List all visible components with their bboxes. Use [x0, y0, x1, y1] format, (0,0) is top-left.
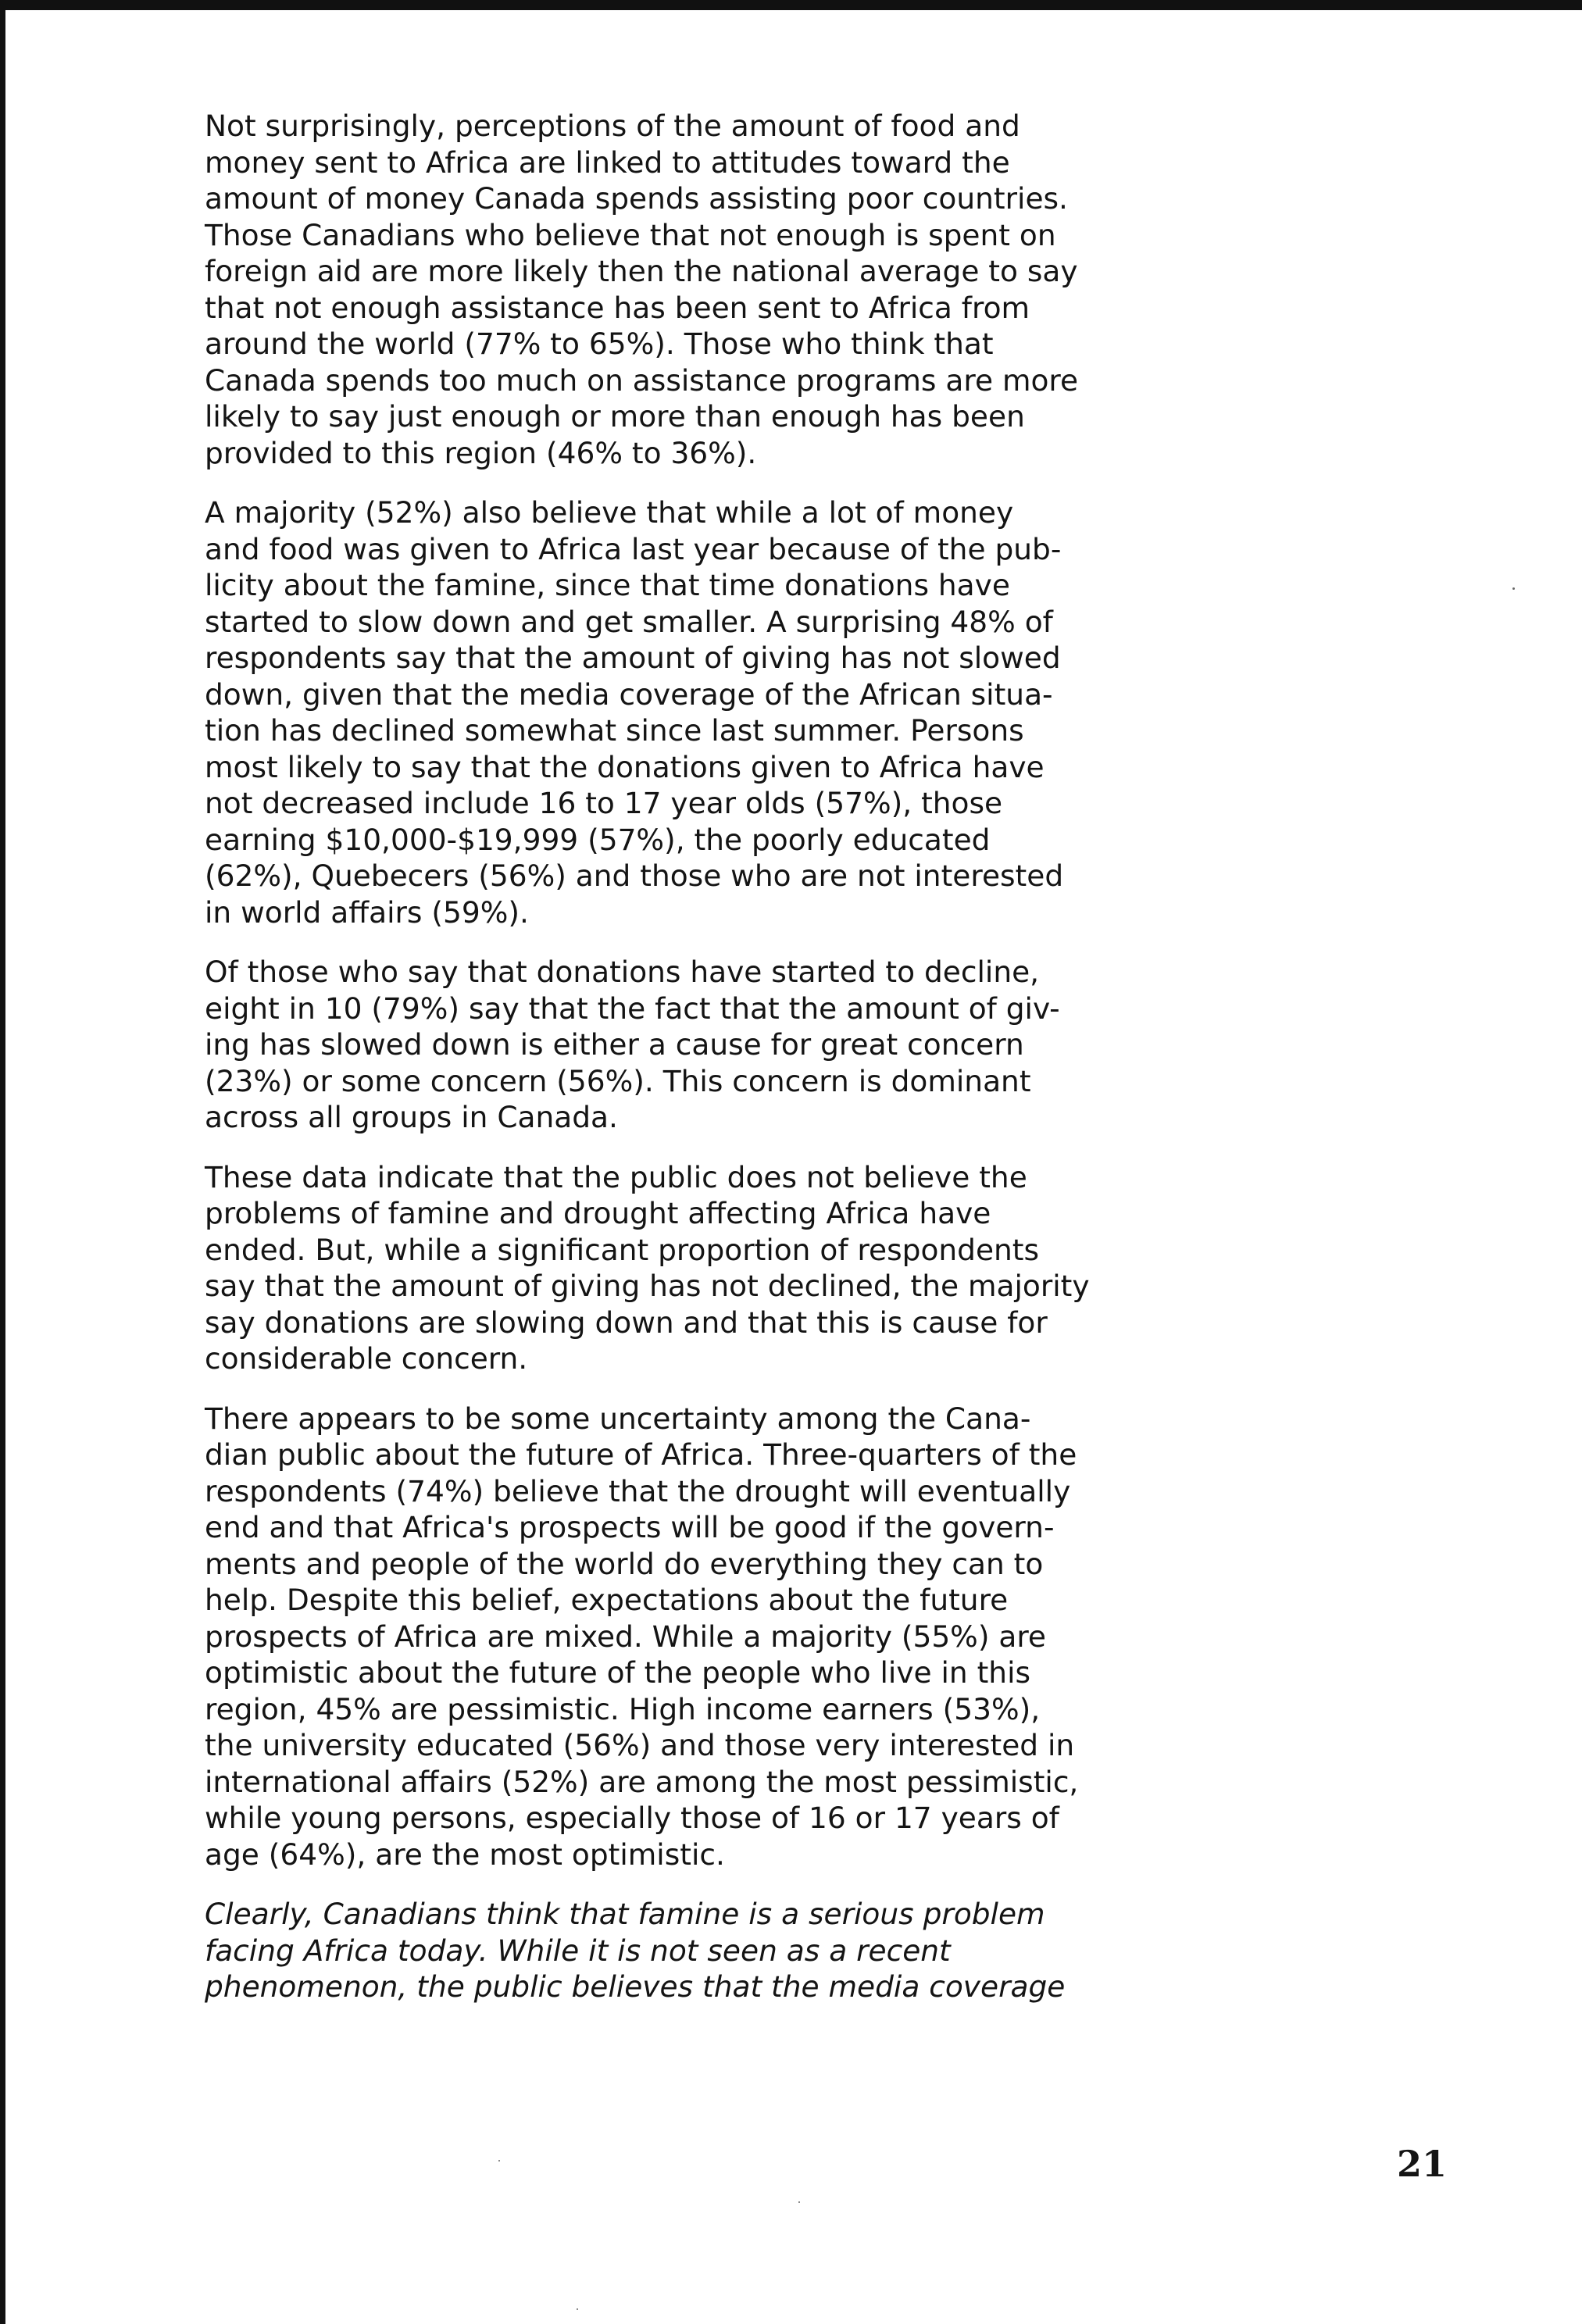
text-line: provided to this region (46% to 36%).: [205, 435, 757, 470]
left-border-rule: [0, 0, 5, 2324]
text-line: earning $10,000-$19,999 (57%), the poorly educated: [205, 822, 991, 857]
text-line: and food was given to Africa last year because of the pub-: [205, 531, 1062, 566]
text-line: started to slow down and get smaller. A surprising 48% of: [205, 604, 1053, 639]
text-line: considerable concern.: [205, 1341, 528, 1376]
text-line: money sent to Africa are linked to attitudes toward the: [205, 145, 1010, 180]
text-line: A majority (52%) also believe that while a lot of money: [205, 495, 1014, 530]
top-border-rule: [0, 0, 1582, 10]
scan-speck: [1512, 587, 1515, 590]
text-line: likely to say just enough or more than enough has been: [205, 399, 1025, 434]
scan-speck: [577, 2308, 578, 2310]
scan-speck: [498, 2160, 500, 2162]
text-line: There appears to be some uncertainty among the Cana-: [205, 1401, 1031, 1436]
text-line: not decreased include 16 to 17 year olds (57%), those: [205, 786, 1003, 820]
paragraph-4: [205, 1159, 1090, 1377]
page-body: [205, 108, 1090, 2029]
text-line: (62%), Quebecers (56%) and those who are not interested: [205, 859, 1064, 893]
paragraph-5: [205, 1401, 1079, 1873]
text-line: phenomenon, the public believes that the media coverage: [205, 1969, 1066, 2004]
text-line: These data indicate that the public does not believe the: [205, 1159, 1027, 1194]
paragraph-6-italic-summary: [205, 1896, 1066, 2005]
text-line: Those Canadians who believe that not enough is spent on: [205, 217, 1056, 252]
text-line: eight in 10 (79%) say that the fact that the amount of giv-: [205, 991, 1060, 1026]
text-line: region, 45% are pessimistic. High income earners (53%),: [205, 1691, 1041, 1726]
text-line: end and that Africa's prospects will be good if the govern-: [205, 1510, 1055, 1544]
paragraph-2: [205, 494, 1064, 930]
text-line: while young persons, especially those of 16 or 17 years of: [205, 1801, 1059, 1835]
text-line: ended. But, while a significant proportion of respondents: [205, 1232, 1040, 1267]
text-line: dian public about the future of Africa. Three-quarters of the: [205, 1437, 1077, 1472]
text-line: amount of money Canada spends assisting poor countries.: [205, 181, 1068, 216]
text-line: Canada spends too much on assistance programs are more: [205, 362, 1079, 398]
text-line: ments and people of the world do everything they can to: [205, 1546, 1044, 1581]
text-line: most likely to say that the donations given to Africa have: [205, 749, 1045, 784]
paragraph-1: [205, 108, 1079, 471]
text-line: in world affairs (59%).: [205, 894, 529, 930]
text-line: international affairs (52%) are among the most pessimistic,: [205, 1764, 1079, 1799]
text-line: respondents say that the amount of giving has not slowed: [205, 641, 1061, 675]
page-number: 21: [1397, 2143, 1448, 2185]
text-line: (23%) or some concern (56%). This concern is dominant: [205, 1063, 1031, 1098]
text-line: Not surprisingly, perceptions of the amount of food and: [205, 109, 1020, 143]
text-line: foreign aid are more likely then the national average to say: [205, 254, 1078, 288]
text-line: say that the amount of giving has not declined, the majority: [205, 1269, 1090, 1303]
text-line: that not enough assistance has been sent to Africa from: [205, 290, 1030, 325]
text-line: licity about the famine, since that time donations have: [205, 568, 1010, 602]
text-line: say donations are slowing down and that this is cause for: [205, 1305, 1048, 1340]
text-line: around the world (77% to 65%). Those who think that: [205, 327, 994, 361]
text-line: the university educated (56%) and those very interested in: [205, 1728, 1075, 1762]
paragraph-3: [205, 954, 1060, 1136]
text-line: facing Africa today. While it is not seen as a recent: [205, 1933, 951, 1968]
text-line: down, given that the media coverage of the African situa-: [205, 676, 1053, 712]
text-line: across all groups in Canada.: [205, 1100, 618, 1134]
text-line: help. Despite this belief, expectations about the future: [205, 1583, 1009, 1617]
text-line: age (64%), are the most optimistic.: [205, 1837, 725, 1872]
text-line: optimistic about the future of the people who live in this: [205, 1655, 1031, 1690]
text-line: problems of famine and drought affecting Africa have: [205, 1196, 991, 1230]
text-line: Of those who say that donations have started to decline,: [205, 955, 1040, 989]
text-line: prospects of Africa are mixed. While a majority (55%) are: [205, 1619, 1047, 1654]
text-line: ing has slowed down is either a cause for great concern: [205, 1027, 1024, 1062]
text-line: respondents (74%) believe that the drought will eventually: [205, 1473, 1071, 1508]
text-line: Clearly, Canadians think that famine is a serious problem: [205, 1897, 1045, 1931]
scan-speck: [798, 2201, 800, 2203]
text-line: tion has declined somewhat since last summer. Persons: [205, 713, 1024, 748]
